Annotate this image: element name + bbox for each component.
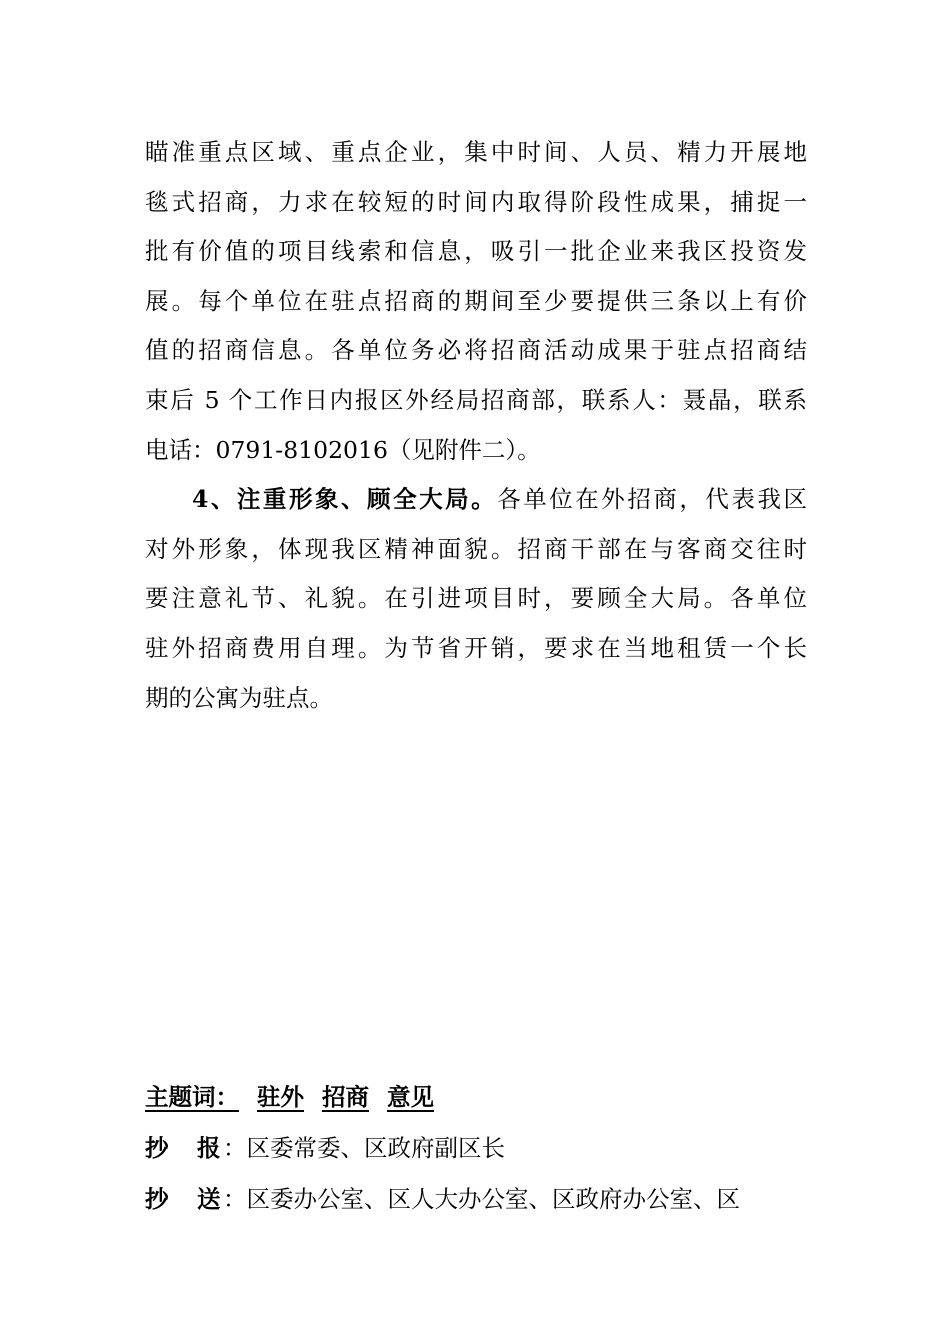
subject-terms-line: [145, 1072, 807, 1123]
section-4-heading: 4、注重形象、顾全大局。: [192, 485, 498, 514]
subject-term: 意见: [387, 1083, 434, 1111]
paragraph-line: 展。每个单位在驻点招商的期间至少要提供三条以上有价: [145, 286, 807, 315]
body-text: [145, 128, 807, 723]
paragraph-line: 瞄准重点区域、重点企业，集中时间、人员、精力开展地: [145, 138, 807, 166]
paragraph-line: 期的公寓为驻点。: [145, 683, 333, 712]
section-4-first-line: [145, 475, 807, 525]
report-to-label: [145, 1123, 223, 1174]
paragraph-line: 毯式招商，力求在较短的时间内取得阶段性成果，捕捉一: [145, 187, 807, 216]
document-footer: [145, 1072, 807, 1225]
paragraph-line: 批有价值的项目线索和信息，吸引一批企业来我区投资发: [145, 237, 807, 266]
paragraph-line: 要注意礼节、礼貌。在引进项目时，要顾全大局。各单位: [145, 584, 807, 613]
report-label-char: 报: [197, 1134, 221, 1162]
send-colon: ：: [223, 1185, 247, 1213]
report-to-text: 区委常委、区政府副区长: [246, 1134, 505, 1162]
send-to-line: [145, 1174, 807, 1225]
paragraph-line: 驻外招商费用自理。为节省开销，要求在当地租赁一个长: [145, 633, 807, 662]
paragraph-line: 对外形象，体现我区精神面貌。招商干部在与客商交往时: [145, 534, 807, 563]
paragraph-line: 电话：0791-8102016（见附件二）。: [145, 435, 541, 464]
subject-term: 招商: [322, 1083, 369, 1111]
paragraph-line: 束后 5 个工作日内报区外经局招商部，联系人：聂晶，联系: [145, 385, 807, 414]
report-colon: ：: [223, 1134, 247, 1162]
report-label-char: 抄: [145, 1134, 169, 1162]
send-label-char: 抄: [145, 1185, 169, 1213]
send-to-label: [145, 1174, 223, 1225]
section-4-first-text: 各单位在外招商，代表我区: [497, 485, 807, 514]
paragraph-line: 值的招商信息。各单位务必将招商活动成果于驻点招商结: [145, 336, 807, 365]
subject-term: 驻外: [257, 1083, 304, 1111]
subject-label: 主题词：: [145, 1083, 239, 1111]
report-to-line: [145, 1123, 807, 1174]
send-label-char: 送: [197, 1185, 221, 1213]
send-to-text: 区委办公室、区人大办公室、区政府办公室、区: [246, 1185, 740, 1213]
